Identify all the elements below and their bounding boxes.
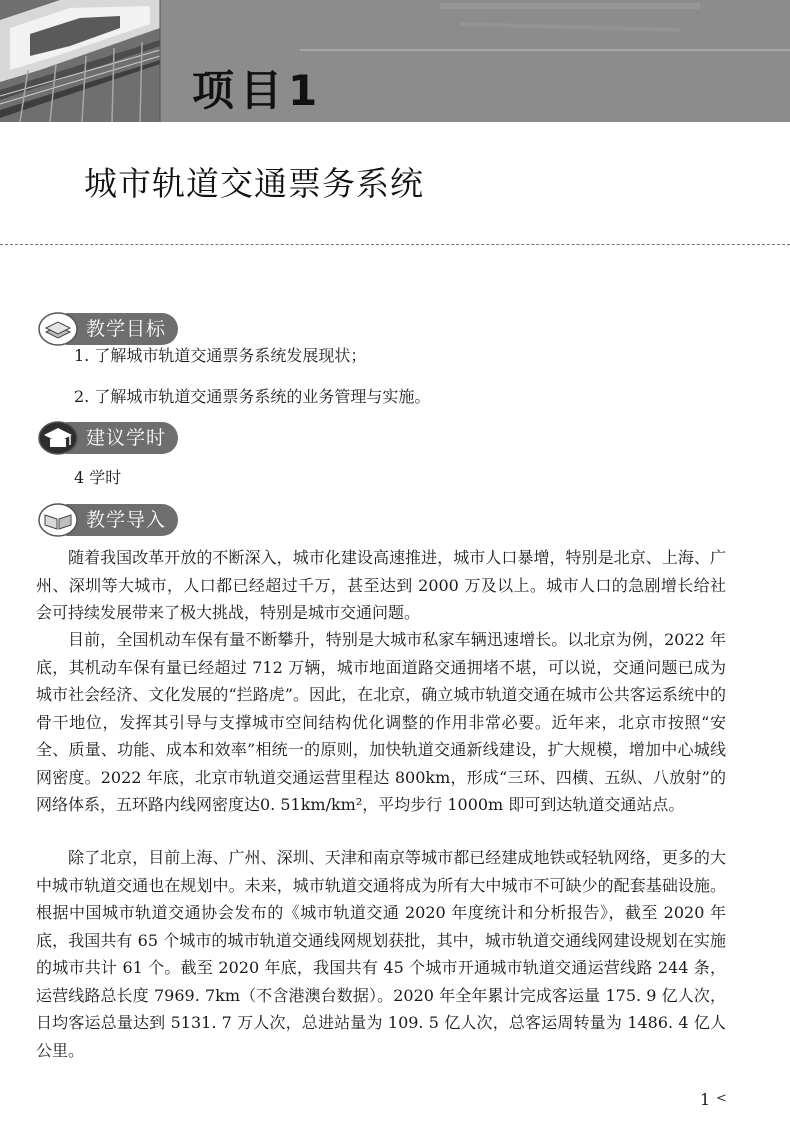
train-illustration <box>0 0 790 122</box>
open-book-icon <box>38 503 78 537</box>
project-title: 项目1 <box>192 66 324 115</box>
header-banner <box>0 0 790 122</box>
graduation-cap-icon <box>38 421 78 455</box>
section-title: 教学目标 <box>66 313 178 345</box>
dashed-divider <box>0 244 790 245</box>
section-heading-introduction <box>38 503 198 537</box>
chapter-title: 城市轨道交通票务系统 <box>84 164 424 203</box>
section-title: 教学导入 <box>66 504 178 536</box>
objective-item: 1. 了解城市轨道交通票务系统发展现状； <box>74 346 367 365</box>
body-paragraph: 目前，全国机动车保有量不断攀升，特别是大城市私家车辆迅速增长。以北京为例，2022 年底，其机动车保有量已经超过 712 万辆，城市地面道路交通拥堵不堪，可以说，交通问题已成为城市社会经济、文化发展的“拦路虎”。因此，在北京，确立城市轨道交通在城市公共客运系统中的骨干地位，发挥其引导与支撑城市空间结构优化调整的作用非常必要。近年来，北京市按照“安全、质量、功能、成本和效率”相统一的原则，加快轨道交通新线建设，扩大规模，增加中心城线网密度。2022 年底，北京市轨道交通运营里程达 800km，形成“三环、四横、五纵、八放射”的网络体系，五环路内线网密度达0. 51km/km²，平均步行 1000m 即可到达轨道交通站点。 <box>36 630 726 814</box>
page-marker: < <box>716 1091 727 1106</box>
body-paragraph: 随着我国改革开放的不断深入，城市化建设高速推进，城市人口暴增，特别是北京、上海、广州、深圳等大城市，人口都已经超过千万，甚至达到 2000 万及以上。城市人口的急剧增长给社会可持续发展带来了极大挑战，特别是城市交通问题。 <box>36 548 726 622</box>
body-paragraph: 除了北京，目前上海、广州、深圳、天津和南京等城市都已经建成地铁或轻轨网络，更多的大中城市轨道交通也在规划中。未来，城市轨道交通将成为所有大中城市不可缺少的配套基础设施。根据中国城市轨道交通协会发布的《城市轨道交通 2020 年度统计和分析报告》，截至 2020 年底，我国共有 65 个城市的城市轨道交通线网规划获批，其中，城市轨道交通线网建设规划在实施的城市共计 61 个。截至 2020 年底，我国共有 45 个城市开通城市轨道交通运营线路 244 条，运营线路总长度 7969. 7km（不含港澳台数据）。2020 年全年累计完成客运量 175. 9 亿人次，日均客运总量达到 5131. 7 万人次，总进站量为 109. 5 亿人次，总客运周转量为 1486. 4 亿人公里。 <box>36 848 726 1060</box>
section-heading-objectives <box>38 312 198 346</box>
book-icon <box>38 312 78 346</box>
section-title: 建议学时 <box>66 422 178 454</box>
section-heading-hours <box>38 421 198 455</box>
suggested-hours: 4 学时 <box>74 468 122 487</box>
objective-item: 2. 了解城市轨道交通票务系统的业务管理与实施。 <box>74 387 431 406</box>
page-number: 1 <box>700 1090 711 1109</box>
